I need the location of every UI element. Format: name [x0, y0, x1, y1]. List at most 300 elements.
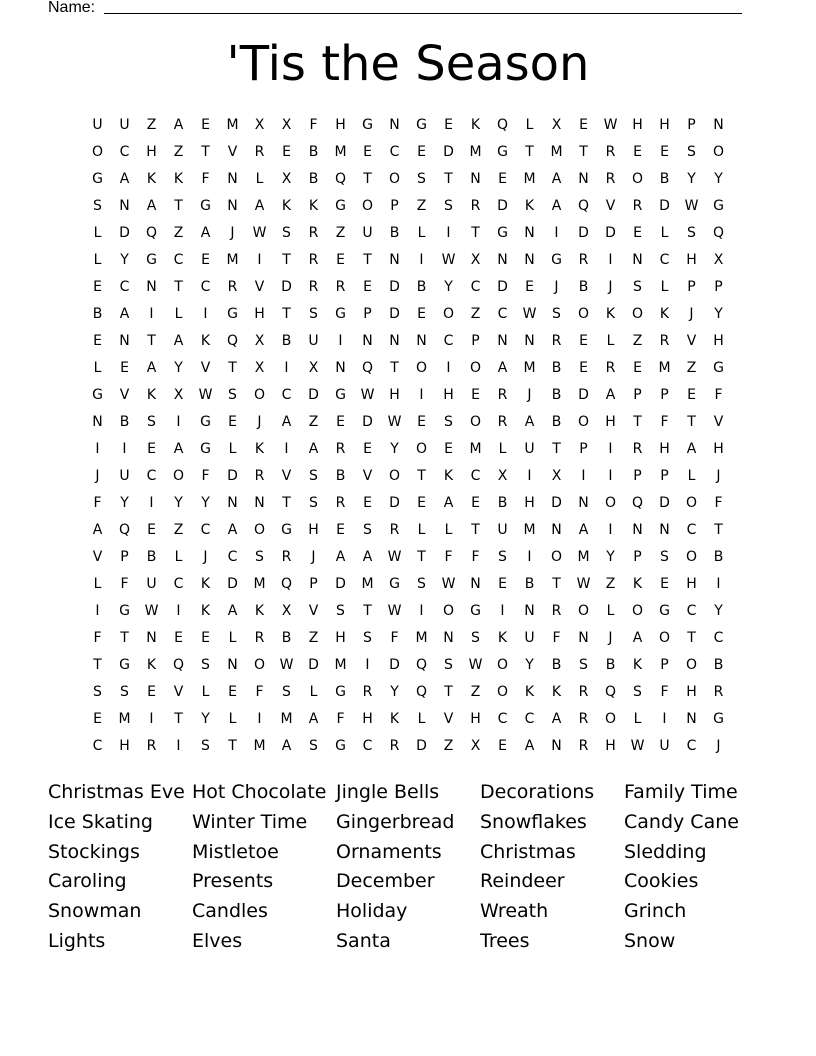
grid-letter[interactable]: I [527, 549, 532, 565]
grid-letter[interactable]: V [713, 414, 724, 430]
grid-letter[interactable]: J [95, 468, 100, 484]
grid-letter[interactable]: W [387, 549, 402, 565]
grid-letter[interactable]: L [498, 441, 507, 457]
grid-letter[interactable]: B [92, 306, 103, 322]
grid-letter[interactable]: Y [606, 549, 615, 565]
grid-letter[interactable]: G [470, 603, 481, 619]
grid-letter[interactable]: A [551, 171, 562, 187]
grid-letter[interactable]: E [579, 117, 588, 133]
grid-letter[interactable]: A [281, 738, 292, 754]
grid-letter[interactable]: L [660, 279, 669, 295]
grid-letter[interactable]: N [389, 333, 400, 349]
grid-letter[interactable]: N [659, 522, 670, 538]
grid-letter[interactable]: E [201, 630, 210, 646]
grid-letter[interactable]: S [633, 279, 642, 295]
grid-letter[interactable]: O [577, 603, 590, 619]
grid-letter[interactable]: G [389, 576, 400, 592]
grid-letter[interactable]: M [523, 522, 536, 538]
grid-letter[interactable]: G [119, 657, 130, 673]
grid-letter[interactable]: F [120, 576, 129, 592]
grid-letter[interactable]: Y [525, 657, 534, 673]
grid-letter[interactable]: C [443, 333, 454, 349]
grid-letter[interactable]: E [417, 144, 426, 160]
grid-letter[interactable]: H [659, 117, 670, 133]
grid-letter[interactable]: R [578, 738, 589, 754]
grid-letter[interactable]: B [551, 387, 562, 403]
grid-letter[interactable]: J [554, 279, 559, 295]
grid-letter[interactable]: O [415, 360, 428, 376]
grid-letter[interactable]: Z [632, 333, 643, 349]
grid-letter[interactable]: R [632, 198, 643, 214]
grid-letter[interactable]: S [201, 657, 210, 673]
grid-letter[interactable]: P [633, 387, 642, 403]
grid-letter[interactable]: K [632, 576, 643, 592]
grid-letter[interactable]: O [388, 171, 401, 187]
grid-letter[interactable]: O [685, 549, 698, 565]
grid-letter[interactable]: C [659, 252, 670, 268]
grid-letter[interactable]: V [92, 549, 103, 565]
grid-letter[interactable]: P [660, 468, 669, 484]
grid-letter[interactable]: D [389, 495, 400, 511]
grid-letter[interactable]: N [713, 117, 724, 133]
grid-letter[interactable]: F [201, 171, 210, 187]
grid-letter[interactable]: R [497, 414, 508, 430]
grid-letter[interactable]: K [470, 117, 481, 133]
grid-letter[interactable]: Z [308, 630, 319, 646]
grid-letter[interactable]: E [228, 684, 237, 700]
grid-letter[interactable]: Z [173, 144, 184, 160]
grid-letter[interactable]: Q [145, 225, 158, 241]
grid-letter[interactable]: C [497, 711, 508, 727]
grid-letter[interactable]: M [577, 549, 590, 565]
grid-letter[interactable]: A [578, 522, 589, 538]
grid-letter[interactable]: M [226, 117, 239, 133]
grid-letter[interactable]: D [308, 387, 319, 403]
grid-letter[interactable]: Z [308, 414, 319, 430]
grid-letter[interactable]: I [419, 387, 424, 403]
grid-letter[interactable]: E [201, 117, 210, 133]
grid-letter[interactable]: O [577, 306, 590, 322]
grid-letter[interactable]: N [632, 522, 643, 538]
grid-letter[interactable]: M [361, 576, 374, 592]
grid-letter[interactable]: I [203, 306, 208, 322]
grid-letter[interactable]: R [578, 711, 589, 727]
grid-letter[interactable]: D [497, 279, 508, 295]
grid-letter[interactable]: O [388, 468, 401, 484]
grid-letter[interactable]: W [684, 198, 699, 214]
grid-letter[interactable]: K [200, 576, 211, 592]
grid-letter[interactable]: S [552, 306, 561, 322]
grid-letter[interactable]: E [579, 333, 588, 349]
grid-letter[interactable]: N [389, 252, 400, 268]
grid-letter[interactable]: L [93, 360, 102, 376]
grid-letter[interactable]: G [200, 198, 211, 214]
grid-letter[interactable]: P [633, 549, 642, 565]
grid-letter[interactable]: F [309, 117, 318, 133]
grid-letter[interactable]: R [497, 387, 508, 403]
grid-letter[interactable]: T [687, 630, 696, 646]
grid-letter[interactable]: M [226, 252, 239, 268]
grid-letter[interactable]: M [523, 360, 536, 376]
grid-letter[interactable]: P [633, 468, 642, 484]
grid-letter[interactable]: Q [631, 495, 644, 511]
grid-letter[interactable]: I [149, 306, 154, 322]
grid-letter[interactable]: N [389, 117, 400, 133]
grid-letter[interactable]: R [308, 225, 319, 241]
grid-letter[interactable]: O [631, 603, 644, 619]
grid-letter[interactable]: O [361, 198, 374, 214]
grid-letter[interactable]: Z [605, 576, 616, 592]
grid-letter[interactable]: J [311, 549, 316, 565]
grid-letter[interactable]: L [417, 522, 426, 538]
grid-letter[interactable]: L [228, 441, 237, 457]
grid-letter[interactable]: L [525, 117, 534, 133]
grid-letter[interactable]: Y [714, 171, 723, 187]
grid-letter[interactable]: N [146, 279, 157, 295]
grid-letter[interactable]: C [281, 387, 292, 403]
grid-letter[interactable]: X [281, 603, 292, 619]
grid-letter[interactable]: L [687, 468, 696, 484]
grid-letter[interactable]: Q [334, 171, 347, 187]
grid-letter[interactable]: M [118, 711, 131, 727]
grid-letter[interactable]: N [443, 630, 454, 646]
grid-letter[interactable]: I [608, 522, 613, 538]
grid-letter[interactable]: S [471, 630, 480, 646]
grid-letter[interactable]: F [93, 630, 102, 646]
grid-letter[interactable]: P [579, 441, 588, 457]
grid-letter[interactable]: M [280, 711, 293, 727]
grid-letter[interactable]: U [524, 630, 535, 646]
grid-letter[interactable]: F [444, 549, 453, 565]
grid-letter[interactable]: N [227, 171, 238, 187]
grid-letter[interactable]: E [147, 684, 156, 700]
grid-letter[interactable]: B [416, 279, 427, 295]
grid-letter[interactable]: A [281, 414, 292, 430]
grid-letter[interactable]: R [551, 333, 562, 349]
grid-letter[interactable]: C [497, 306, 508, 322]
grid-letter[interactable]: F [390, 630, 399, 646]
grid-letter[interactable]: A [362, 549, 373, 565]
grid-letter[interactable]: J [716, 468, 721, 484]
grid-letter[interactable]: W [441, 252, 456, 268]
grid-letter[interactable]: H [443, 387, 454, 403]
grid-letter[interactable]: W [603, 117, 618, 133]
grid-letter[interactable]: K [551, 684, 562, 700]
grid-letter[interactable]: H [659, 441, 670, 457]
grid-letter[interactable]: A [146, 360, 157, 376]
grid-letter[interactable]: N [119, 198, 130, 214]
grid-letter[interactable]: C [200, 522, 211, 538]
grid-letter[interactable]: J [689, 306, 694, 322]
grid-letter[interactable]: G [92, 387, 103, 403]
grid-letter[interactable]: V [605, 198, 616, 214]
grid-letter[interactable]: P [660, 387, 669, 403]
grid-letter[interactable]: V [119, 387, 130, 403]
grid-letter[interactable]: H [686, 684, 697, 700]
grid-letter[interactable]: A [227, 603, 238, 619]
grid-letter[interactable]: M [415, 630, 428, 646]
grid-letter[interactable]: K [146, 387, 157, 403]
grid-letter[interactable]: T [147, 333, 156, 349]
grid-letter[interactable]: T [363, 171, 372, 187]
grid-letter[interactable]: E [498, 171, 507, 187]
grid-letter[interactable]: F [255, 684, 264, 700]
grid-letter[interactable]: S [417, 576, 426, 592]
grid-letter[interactable]: G [92, 171, 103, 187]
grid-letter[interactable]: E [120, 360, 129, 376]
grid-letter[interactable]: S [282, 684, 291, 700]
grid-letter[interactable]: W [252, 225, 267, 241]
grid-letter[interactable]: L [660, 225, 669, 241]
grid-letter[interactable]: N [470, 576, 481, 592]
grid-letter[interactable]: C [389, 144, 400, 160]
grid-letter[interactable]: G [335, 198, 346, 214]
grid-letter[interactable]: R [227, 279, 238, 295]
grid-letter[interactable]: F [552, 630, 561, 646]
grid-letter[interactable]: I [581, 468, 586, 484]
grid-letter[interactable]: H [335, 117, 346, 133]
grid-letter[interactable]: E [282, 144, 291, 160]
grid-letter[interactable]: E [363, 441, 372, 457]
grid-letter[interactable]: E [336, 252, 345, 268]
grid-letter[interactable]: H [146, 144, 157, 160]
grid-letter[interactable]: V [443, 711, 454, 727]
grid-letter[interactable]: O [253, 387, 266, 403]
grid-letter[interactable]: O [577, 414, 590, 430]
grid-letter[interactable]: D [389, 279, 400, 295]
grid-letter[interactable]: A [173, 441, 184, 457]
grid-letter[interactable]: I [365, 657, 370, 673]
grid-letter[interactable]: S [309, 495, 318, 511]
grid-letter[interactable]: W [387, 603, 402, 619]
grid-letter[interactable]: R [335, 495, 346, 511]
grid-letter[interactable]: T [93, 657, 102, 673]
grid-letter[interactable]: A [551, 198, 562, 214]
grid-letter[interactable]: O [496, 657, 509, 673]
grid-letter[interactable]: L [93, 252, 102, 268]
grid-letter[interactable]: E [417, 495, 426, 511]
grid-letter[interactable]: K [200, 333, 211, 349]
grid-letter[interactable]: Q [361, 360, 374, 376]
grid-letter[interactable]: R [335, 279, 346, 295]
grid-letter[interactable]: D [227, 468, 238, 484]
grid-letter[interactable]: T [363, 252, 372, 268]
grid-letter[interactable]: K [632, 657, 643, 673]
grid-letter[interactable]: Z [173, 522, 184, 538]
grid-letter[interactable]: G [551, 252, 562, 268]
grid-letter[interactable]: O [658, 630, 671, 646]
grid-letter[interactable]: N [497, 333, 508, 349]
grid-letter[interactable]: V [173, 684, 184, 700]
grid-letter[interactable]: T [687, 414, 696, 430]
grid-letter[interactable]: T [633, 414, 642, 430]
grid-letter[interactable]: I [338, 333, 343, 349]
grid-letter[interactable]: Q [604, 684, 617, 700]
grid-letter[interactable]: R [470, 198, 481, 214]
grid-letter[interactable]: S [147, 414, 156, 430]
grid-letter[interactable]: R [146, 738, 157, 754]
grid-letter[interactable]: N [524, 333, 535, 349]
grid-letter[interactable]: C [470, 279, 481, 295]
grid-letter[interactable]: E [471, 495, 480, 511]
grid-letter[interactable]: B [713, 549, 724, 565]
grid-letter[interactable]: L [417, 711, 426, 727]
grid-letter[interactable]: B [308, 171, 319, 187]
grid-letter[interactable]: R [254, 468, 265, 484]
grid-letter[interactable]: C [119, 279, 130, 295]
grid-letter[interactable]: H [632, 117, 643, 133]
grid-letter[interactable]: N [470, 171, 481, 187]
grid-letter[interactable]: E [417, 414, 426, 430]
grid-letter[interactable]: N [362, 333, 373, 349]
grid-letter[interactable]: X [551, 117, 562, 133]
grid-letter[interactable]: P [471, 333, 480, 349]
grid-letter[interactable]: S [660, 549, 669, 565]
grid-letter[interactable]: B [551, 414, 562, 430]
grid-letter[interactable]: D [389, 657, 400, 673]
grid-letter[interactable]: S [120, 684, 129, 700]
grid-letter[interactable]: E [498, 576, 507, 592]
name-blank-line[interactable] [104, 13, 742, 14]
grid-letter[interactable]: A [119, 306, 130, 322]
grid-letter[interactable]: L [633, 711, 642, 727]
grid-letter[interactable]: X [470, 738, 481, 754]
grid-letter[interactable]: I [419, 603, 424, 619]
grid-letter[interactable]: U [119, 117, 130, 133]
grid-letter[interactable]: E [471, 387, 480, 403]
grid-letter[interactable]: I [608, 468, 613, 484]
grid-letter[interactable]: E [93, 711, 102, 727]
grid-letter[interactable]: H [713, 333, 724, 349]
grid-letter[interactable]: R [389, 522, 400, 538]
grid-letter[interactable]: E [525, 279, 534, 295]
grid-letter[interactable]: R [335, 441, 346, 457]
grid-letter[interactable]: L [606, 603, 615, 619]
grid-letter[interactable]: A [254, 198, 265, 214]
grid-letter[interactable]: F [336, 711, 345, 727]
grid-letter[interactable]: I [446, 360, 451, 376]
grid-letter[interactable]: N [551, 738, 562, 754]
grid-letter[interactable]: D [578, 387, 589, 403]
grid-letter[interactable]: G [146, 252, 157, 268]
grid-letter[interactable]: I [176, 603, 181, 619]
grid-letter[interactable]: C [200, 279, 211, 295]
grid-letter[interactable]: A [632, 630, 643, 646]
grid-letter[interactable]: N [578, 171, 589, 187]
grid-letter[interactable]: U [362, 225, 373, 241]
grid-letter[interactable]: I [95, 603, 100, 619]
grid-letter[interactable]: I [257, 711, 262, 727]
grid-letter[interactable]: N [551, 522, 562, 538]
grid-letter[interactable]: A [551, 711, 562, 727]
grid-letter[interactable]: N [524, 252, 535, 268]
grid-letter[interactable]: R [659, 333, 670, 349]
grid-letter[interactable]: G [497, 144, 508, 160]
grid-letter[interactable]: R [605, 171, 616, 187]
grid-letter[interactable]: Y [120, 252, 129, 268]
grid-letter[interactable]: R [308, 279, 319, 295]
grid-letter[interactable]: T [201, 144, 210, 160]
grid-letter[interactable]: S [201, 738, 210, 754]
grid-letter[interactable]: S [93, 198, 102, 214]
grid-letter[interactable]: Z [335, 225, 346, 241]
grid-letter[interactable]: T [417, 468, 426, 484]
grid-letter[interactable]: W [387, 414, 402, 430]
grid-letter[interactable]: D [227, 576, 238, 592]
grid-letter[interactable]: W [441, 576, 456, 592]
grid-letter[interactable]: X [281, 117, 292, 133]
grid-letter[interactable]: N [578, 495, 589, 511]
grid-letter[interactable]: I [527, 468, 532, 484]
grid-letter[interactable]: Y [174, 495, 183, 511]
grid-letter[interactable]: E [174, 630, 183, 646]
grid-letter[interactable]: X [551, 468, 562, 484]
grid-letter[interactable]: O [172, 468, 185, 484]
grid-letter[interactable]: Z [146, 117, 157, 133]
grid-letter[interactable]: Z [470, 684, 481, 700]
grid-letter[interactable]: O [604, 711, 617, 727]
grid-letter[interactable]: P [687, 279, 696, 295]
grid-letter[interactable]: I [608, 252, 613, 268]
grid-letter[interactable]: F [660, 684, 669, 700]
grid-letter[interactable]: A [335, 549, 346, 565]
grid-letter[interactable]: H [713, 441, 724, 457]
grid-letter[interactable]: C [92, 738, 103, 754]
grid-letter[interactable]: M [550, 144, 563, 160]
grid-letter[interactable]: J [203, 549, 208, 565]
grid-letter[interactable]: G [713, 711, 724, 727]
grid-letter[interactable]: V [686, 333, 697, 349]
grid-letter[interactable]: H [470, 711, 481, 727]
grid-letter[interactable]: W [576, 576, 591, 592]
grid-letter[interactable]: S [417, 171, 426, 187]
grid-letter[interactable]: C [686, 738, 697, 754]
grid-letter[interactable]: F [93, 495, 102, 511]
grid-letter[interactable]: G [119, 603, 130, 619]
grid-letter[interactable]: B [146, 549, 157, 565]
grid-letter[interactable]: X [254, 117, 265, 133]
grid-letter[interactable]: K [173, 171, 184, 187]
grid-letter[interactable]: N [632, 252, 643, 268]
grid-letter[interactable]: K [605, 306, 616, 322]
grid-letter[interactable]: Y [120, 495, 129, 511]
grid-letter[interactable]: T [552, 576, 561, 592]
grid-letter[interactable]: E [93, 279, 102, 295]
grid-letter[interactable]: A [686, 441, 697, 457]
grid-letter[interactable]: Y [201, 495, 210, 511]
grid-letter[interactable]: S [687, 144, 696, 160]
grid-letter[interactable]: D [497, 198, 508, 214]
grid-letter[interactable]: I [95, 441, 100, 457]
grid-letter[interactable]: T [174, 198, 183, 214]
grid-letter[interactable]: L [255, 171, 264, 187]
grid-letter[interactable]: F [714, 495, 723, 511]
grid-letter[interactable]: P [687, 117, 696, 133]
grid-letter[interactable]: I [500, 603, 505, 619]
grid-letter[interactable]: Z [416, 198, 427, 214]
grid-letter[interactable]: S [309, 306, 318, 322]
grid-letter[interactable]: C [173, 576, 184, 592]
grid-letter[interactable]: R [713, 684, 724, 700]
grid-letter[interactable]: N [146, 630, 157, 646]
grid-letter[interactable]: Q [226, 333, 239, 349]
grid-letter[interactable]: D [416, 738, 427, 754]
grid-letter[interactable]: A [227, 522, 238, 538]
grid-letter[interactable]: D [362, 414, 373, 430]
grid-letter[interactable]: E [336, 414, 345, 430]
grid-letter[interactable]: E [336, 522, 345, 538]
grid-letter[interactable]: H [389, 387, 400, 403]
